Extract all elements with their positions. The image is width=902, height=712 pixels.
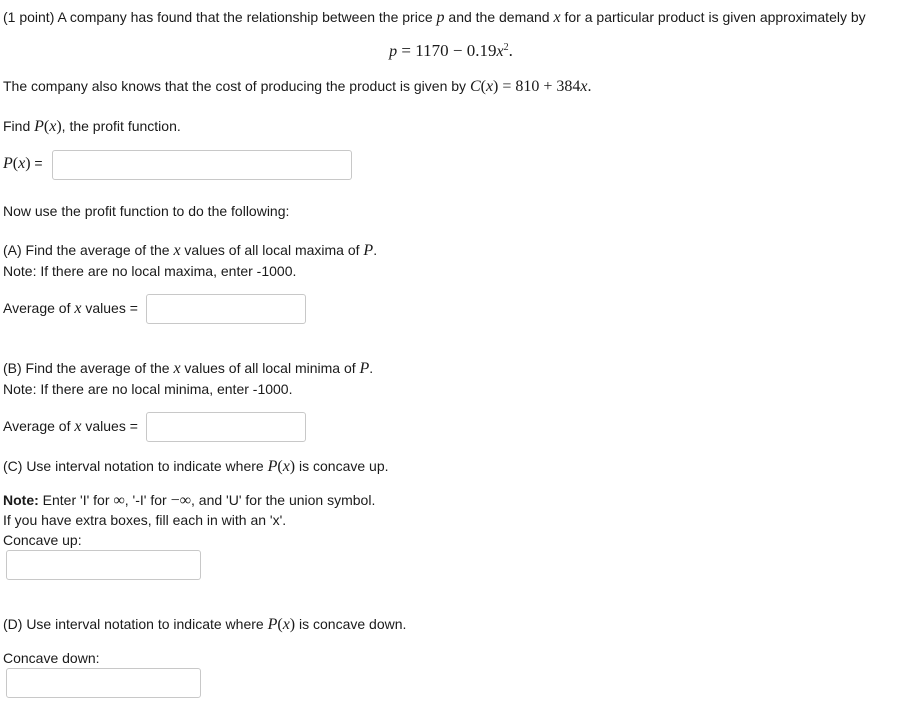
part-b-question: (B) Find the average of the x values of all local minima of P.	[3, 360, 374, 377]
find-profit-prompt: Find P(x), the profit function.	[3, 118, 181, 135]
part-a-answer-label: Average of x values =	[3, 300, 138, 317]
part-a-question: (A) Find the average of the x values of all local maxima of P.	[3, 242, 378, 259]
concave-down-label: Concave down:	[3, 650, 100, 666]
demand-equation: $p = 1170 - 0.19x^2$.	[389, 41, 513, 60]
part-d-question: (D) Use interval notation to indicate where P(x) is concave down.	[3, 616, 407, 633]
cost-statement: The company also knows that the cost of producing the product is given by C(x) = 810 + 384x.	[3, 78, 592, 95]
instructions-text: Now use the profit function to do the following:	[3, 203, 290, 219]
local-minima-average-input[interactable]	[146, 412, 306, 442]
part-b-note: Note: If there are no local minima, enter -1000.	[3, 381, 293, 397]
part-c-note: Note: Enter 'I' for ∞, '-I' for −∞, and 'U' for the union symbol.	[3, 492, 376, 509]
profit-function-input[interactable]	[52, 150, 352, 180]
part-b-answer-label: Average of x values =	[3, 418, 138, 435]
problem-intro: (1 point) A company has found that the relationship between the price p and the demand x for a particular product is given approximately by	[3, 9, 866, 26]
part-c-question: (C) Use interval notation to indicate where P(x) is concave up.	[3, 458, 389, 475]
local-maxima-average-input[interactable]	[146, 294, 306, 324]
concave-down-input[interactable]	[6, 668, 201, 698]
concave-up-input[interactable]	[6, 550, 201, 580]
profit-input-label: P(x) =	[3, 155, 43, 172]
part-c-extra-note: If you have extra boxes, fill each in with an 'x'.	[3, 512, 287, 528]
part-a-note: Note: If there are no local maxima, enter -1000.	[3, 263, 297, 279]
concave-up-label: Concave up:	[3, 532, 82, 548]
